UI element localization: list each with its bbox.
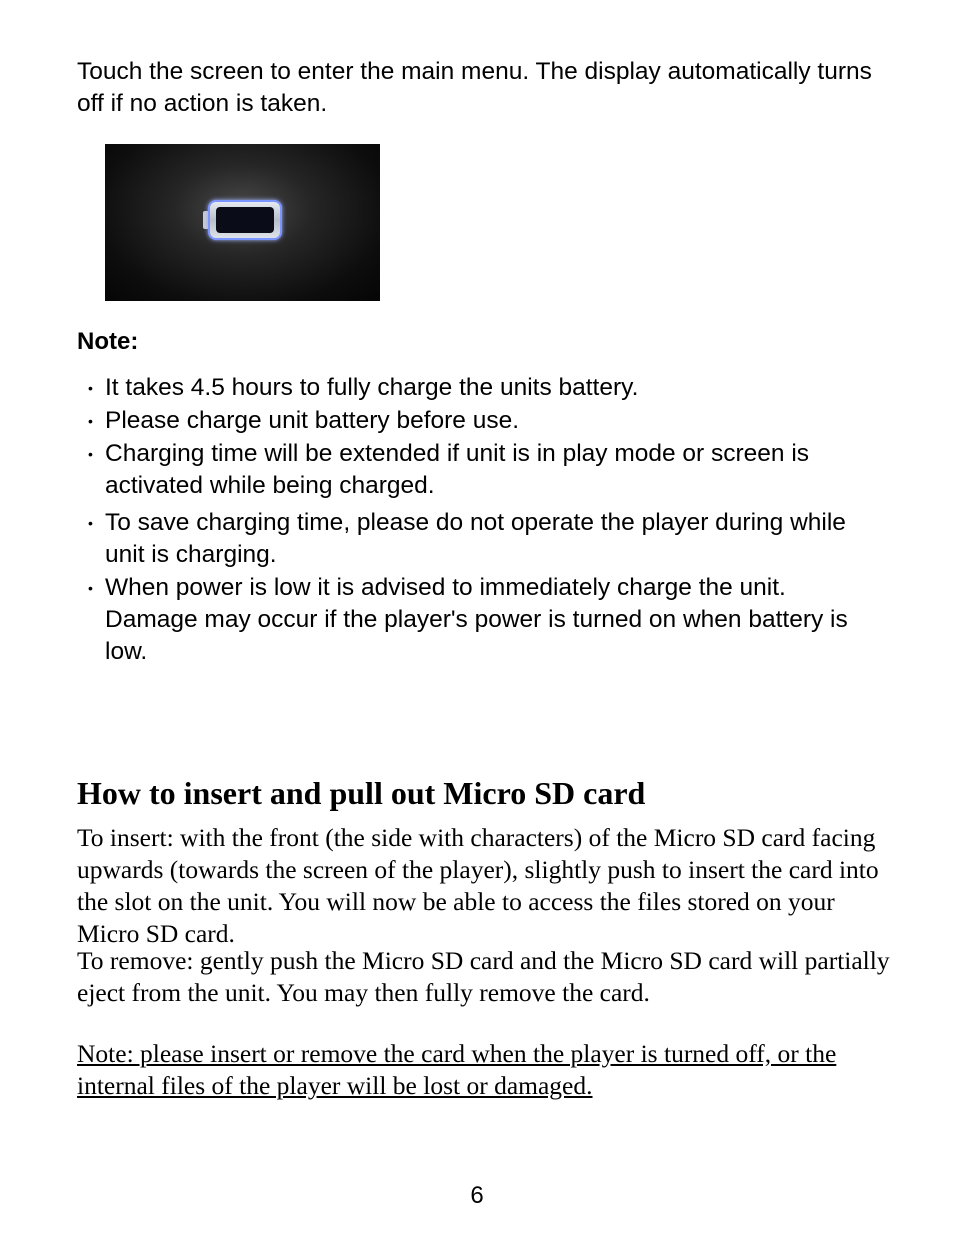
list-item: • To save charging time, please do not operate the player during while unit is charging. — [88, 509, 846, 568]
note-title: Note: — [77, 328, 139, 355]
note-list — [85, 372, 885, 668]
intro-text: Touch the screen to enter the main menu. The display automatically turns off if no action is taken. — [77, 58, 872, 117]
list-item: • When power is low it is advised to immediately charge the unit. Damage may occur if the player's power is turned on when battery is low. — [88, 574, 848, 665]
bullet-icon: • — [88, 515, 93, 531]
bullet-icon: • — [88, 380, 93, 396]
section-heading: How to insert and pull out Micro SD card — [77, 775, 646, 811]
list-item: • It takes 4.5 hours to fully charge the units battery. — [85, 372, 885, 404]
list-item: • Charging time will be extended if unit is in play mode or screen is activated while being charged. — [88, 440, 810, 499]
bullet-icon: • — [88, 413, 93, 429]
list-item: • Please charge unit battery before use. — [85, 405, 885, 437]
battery-icon — [105, 144, 380, 301]
charging-screen-image — [105, 144, 380, 301]
bullet-icon: • — [88, 446, 93, 462]
bullet-icon: • — [88, 580, 93, 596]
page-number: 6 — [470, 1182, 484, 1209]
remove-instructions: To remove: gently push the Micro SD card and the Micro SD card will partially eject from the unit. You may then fully remove the card. — [77, 946, 890, 1007]
insert-instructions: To insert: with the front (the side with characters) of the Micro SD card facing upwards (towards the screen of the player), slightly push to insert the card into the slot on the unit. You will now be able to access the files stored on your Micro SD card. — [77, 823, 879, 948]
warning-note: Note: please insert or remove the card when the player is turned off, or the internal files of the player will be lost or damaged. — [77, 1039, 837, 1100]
